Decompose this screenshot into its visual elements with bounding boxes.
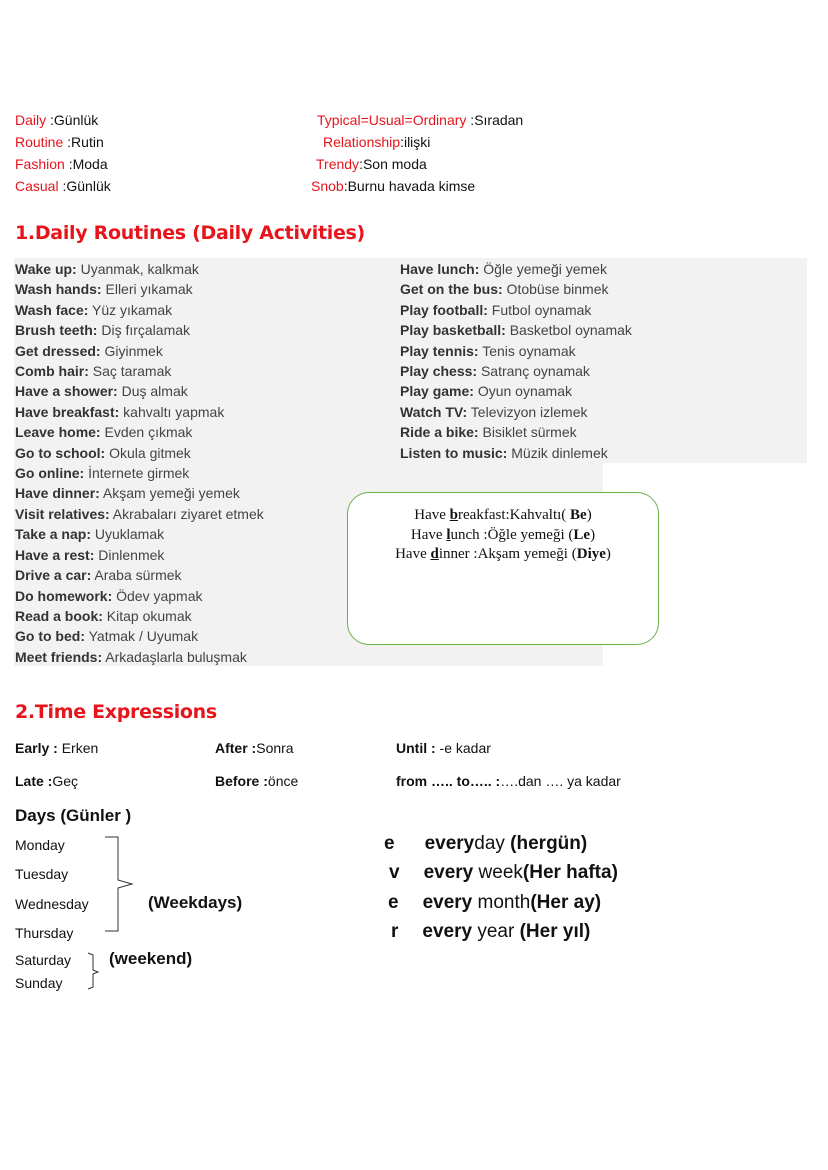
routine-item: Play game: Oyun oynamak: [400, 383, 572, 400]
routine-item: Comb hair: Saç taramak: [15, 363, 172, 380]
time-expression: Before :önce: [215, 773, 299, 789]
routine-item: Have a rest: Dinlenmek: [15, 546, 165, 563]
routine-item: Play chess: Satranç oynamak: [400, 363, 590, 380]
routine-item: Go to school: Okula gitmek: [15, 444, 191, 461]
section-title: 1.Daily Routines (Daily Activities): [15, 222, 365, 244]
routine-item: Listen to music: Müzik dinlemek: [400, 444, 608, 461]
routine-item: Have a shower: Duş almak: [15, 383, 188, 400]
vocab-item: Daily :Günlük: [15, 112, 99, 128]
day-item: Saturday: [15, 952, 72, 968]
weekdays-brace: [100, 835, 140, 935]
meal-mnemonic-box: [347, 492, 659, 645]
routine-item: Have lunch: Öğle yemeği yemek: [400, 261, 607, 277]
time-expression: from ….. to….. :….dan …. ya kadar: [396, 773, 621, 789]
routine-item: Go to bed: Yatmak / Uyumak: [15, 628, 199, 645]
routines-right: [400, 259, 632, 463]
routine-item: Ride a bike: Bisiklet sürmek: [400, 424, 577, 441]
day-item: Monday: [15, 837, 65, 853]
mnemonic-line: Have lunch :Öğle yemeği (Le): [410, 526, 596, 543]
weekend-brace: [86, 951, 102, 991]
day-item: Wednesday: [15, 896, 89, 912]
every-item: r every year (Her yıl): [391, 921, 591, 942]
routine-item: Get on the bus: Otobüse binmek: [400, 281, 609, 298]
routine-item: Take a nap: Uyuklamak: [15, 526, 165, 543]
section-title: 2.Time Expressions: [15, 701, 217, 723]
every-item: e every month(Her ay): [388, 892, 602, 913]
vocab-item: Trendy:Son moda: [316, 156, 427, 172]
routines-left: [15, 259, 264, 667]
day-item: Sunday: [15, 975, 63, 991]
mnemonic-line: Have breakfast:Kahvaltı( Be): [414, 507, 592, 523]
weekend-label: (weekend): [109, 949, 193, 968]
vocab-item: Typical=Usual=Ordinary :Sıradan: [317, 112, 524, 128]
routine-item: Read a book: Kitap okumak: [15, 607, 192, 624]
time-expression: Early : Erken: [15, 740, 99, 756]
routine-item: Meet friends: Arkadaşlarla buluşmak: [15, 648, 247, 665]
routine-item: Brush teeth: Diş fırçalamak: [15, 322, 191, 339]
routine-item: Wake up: Uyanmak, kalkmak: [15, 261, 199, 277]
routine-item: Leave home: Evden çıkmak: [15, 424, 193, 441]
routine-item: Get dressed: Giyinmek: [15, 342, 163, 359]
routine-item: Have dinner: Akşam yemeği yemek: [15, 485, 240, 502]
every-item: v every week(Her hafta): [389, 862, 618, 883]
every-item: e everyday (hergün): [384, 833, 588, 854]
routine-item: Play football: Futbol oynamak: [400, 301, 592, 318]
routine-item: Wash face: Yüz yıkamak: [15, 301, 173, 318]
routine-item: Visit relatives: Akrabaları ziyaret etmek: [15, 505, 264, 522]
routine-item: Wash hands: Elleri yıkamak: [15, 281, 193, 298]
routine-item: Drive a car: Araba sürmek: [15, 567, 182, 584]
weekdays-label: (Weekdays): [148, 893, 243, 912]
day-item: Tuesday: [15, 866, 69, 882]
time-expression: After :Sonra: [215, 740, 294, 756]
time-expression: Until : -e kadar: [396, 740, 491, 756]
day-item: Thursday: [15, 925, 74, 941]
routine-item: Do homework: Ödev yapmak: [15, 587, 203, 604]
routine-item: Watch TV: Televizyon izlemek: [400, 403, 588, 420]
vocab-item: Relationship:ilişki: [323, 134, 431, 150]
routine-item: Play tennis: Tenis oynamak: [400, 342, 576, 359]
routine-item: Go online: İnternete girmek: [15, 465, 190, 482]
days-title: Days (Günler ): [15, 806, 132, 825]
routine-item: Play basketball: Basketbol oynamak: [400, 322, 632, 339]
mnemonic-line: Have dinner :Akşam yemeği (Diye): [395, 546, 611, 562]
time-expression: Late :Geç: [15, 773, 79, 789]
vocab-item: Snob:Burnu havada kimse: [311, 178, 476, 194]
vocab-item: Casual :Günlük: [15, 178, 111, 194]
vocab-item: Fashion :Moda: [15, 156, 108, 172]
routine-item: Have breakfast: kahvaltı yapmak: [15, 403, 225, 420]
vocab-item: Routine :Rutin: [15, 134, 104, 150]
